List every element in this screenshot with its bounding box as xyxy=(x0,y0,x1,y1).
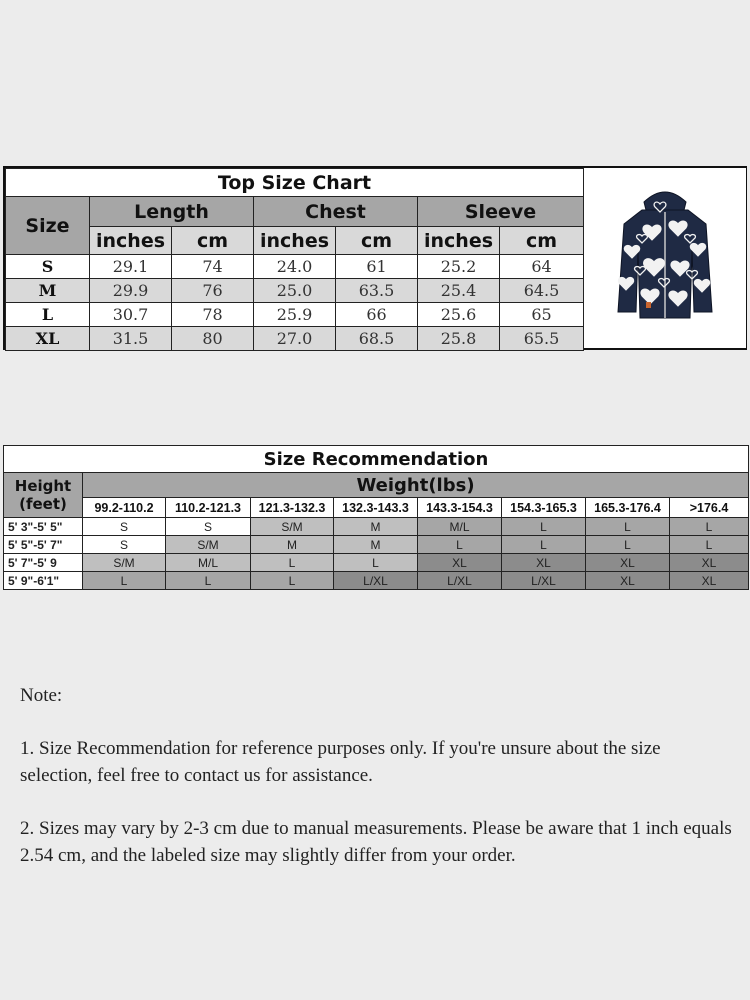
size-label: XL xyxy=(6,327,90,351)
table-cell: 25.6 xyxy=(418,303,500,327)
table-row xyxy=(4,518,749,536)
table-cell: 68.5 xyxy=(336,327,418,351)
table-cell: 65.5 xyxy=(500,327,584,351)
unit-header: cm xyxy=(500,227,584,255)
table-row xyxy=(6,327,584,351)
table-row xyxy=(4,572,749,590)
table-cell: 25.0 xyxy=(254,279,336,303)
table-cell: 31.5 xyxy=(90,327,172,351)
size-cell: L xyxy=(418,536,502,554)
table-cell: 25.4 xyxy=(418,279,500,303)
unit-header: inches xyxy=(90,227,172,255)
size-cell: L xyxy=(502,536,586,554)
table-cell: 74 xyxy=(172,255,254,279)
note-item: 1. Size Recommendation for reference purposes only. If you're unsure about the size selection, feel free to contact us for assistance. xyxy=(20,738,661,786)
weight-range: 154.3-165.3 xyxy=(502,498,586,518)
weight-range: 143.3-154.3 xyxy=(418,498,502,518)
size-cell: L xyxy=(502,518,586,536)
table-cell: 25.9 xyxy=(254,303,336,327)
size-cell: S xyxy=(83,536,166,554)
size-chart-title: Top Size Chart xyxy=(6,169,584,197)
size-cell: M/L xyxy=(418,518,502,536)
weight-range: 121.3-132.3 xyxy=(251,498,334,518)
table-cell: 66 xyxy=(336,303,418,327)
table-cell: 29.1 xyxy=(90,255,172,279)
note-item: 2. Sizes may vary by 2-3 cm due to manual measurements. Please be aware that 1 inch equals 2.54 cm, and the labeled size may slightly differ from your order. xyxy=(20,818,732,866)
height-label: 5' 7"-5' 9 xyxy=(4,554,83,572)
weight-range: 132.3-143.3 xyxy=(334,498,418,518)
weight-range: 165.3-176.4 xyxy=(586,498,670,518)
size-chart-table xyxy=(5,168,584,351)
size-cell: XL xyxy=(586,554,670,572)
table-cell: 78 xyxy=(172,303,254,327)
top-size-chart xyxy=(3,166,747,350)
height-label: 5' 3"-5' 5" xyxy=(4,518,83,536)
height-header-line: Height xyxy=(14,477,72,495)
size-cell: M xyxy=(334,518,418,536)
size-cell: L xyxy=(166,572,251,590)
table-cell: 64 xyxy=(500,255,584,279)
size-cell: L xyxy=(670,536,749,554)
table-row xyxy=(6,255,584,279)
size-cell: S/M xyxy=(251,518,334,536)
weight-range: >176.4 xyxy=(670,498,749,518)
product-image xyxy=(583,168,746,348)
note-title: Note: xyxy=(20,685,63,706)
table-cell: 76 xyxy=(172,279,254,303)
size-cell: L xyxy=(586,518,670,536)
weight-range: 99.2-110.2 xyxy=(83,498,166,518)
unit-header: cm xyxy=(172,227,254,255)
weight-header: Weight(lbs) xyxy=(83,473,749,498)
table-cell: 80 xyxy=(172,327,254,351)
size-cell: L/XL xyxy=(418,572,502,590)
size-cell: L/XL xyxy=(334,572,418,590)
size-label: S xyxy=(6,255,90,279)
table-cell: 25.2 xyxy=(418,255,500,279)
height-header xyxy=(4,473,83,518)
weight-range: 110.2-121.3 xyxy=(166,498,251,518)
size-cell: S xyxy=(166,518,251,536)
size-cell: XL xyxy=(670,554,749,572)
table-cell: 61 xyxy=(336,255,418,279)
size-cell: M/L xyxy=(166,554,251,572)
size-column-header: Size xyxy=(6,197,90,255)
size-label: M xyxy=(6,279,90,303)
unit-header: cm xyxy=(336,227,418,255)
recommendation-title: Size Recommendation xyxy=(4,446,749,473)
size-label: L xyxy=(6,303,90,327)
size-cell: M xyxy=(334,536,418,554)
chest-header: Chest xyxy=(254,197,418,227)
jacket-icon xyxy=(602,184,728,334)
table-cell: 65 xyxy=(500,303,584,327)
size-cell: L xyxy=(586,536,670,554)
table-row xyxy=(4,536,749,554)
size-cell: S/M xyxy=(83,554,166,572)
size-cell: XL xyxy=(502,554,586,572)
height-label: 5' 9"-6'1" xyxy=(4,572,83,590)
unit-header: inches xyxy=(418,227,500,255)
size-cell: XL xyxy=(418,554,502,572)
table-row xyxy=(6,303,584,327)
table-row xyxy=(6,279,584,303)
length-header: Length xyxy=(90,197,254,227)
height-label: 5' 5"-5' 7" xyxy=(4,536,83,554)
height-header-line: (feet) xyxy=(19,495,67,513)
size-cell: M xyxy=(251,536,334,554)
size-cell: S/M xyxy=(166,536,251,554)
size-cell: XL xyxy=(670,572,749,590)
table-cell: 63.5 xyxy=(336,279,418,303)
size-cell: L xyxy=(670,518,749,536)
size-cell: L xyxy=(334,554,418,572)
size-cell: L xyxy=(251,572,334,590)
size-cell: L/XL xyxy=(502,572,586,590)
size-cell: S xyxy=(83,518,166,536)
table-cell: 25.8 xyxy=(418,327,500,351)
table-row xyxy=(4,554,749,572)
size-cell: L xyxy=(251,554,334,572)
unit-header: inches xyxy=(254,227,336,255)
size-recommendation-table xyxy=(3,445,749,590)
sleeve-header: Sleeve xyxy=(418,197,584,227)
size-cell: XL xyxy=(586,572,670,590)
table-cell: 24.0 xyxy=(254,255,336,279)
table-cell: 64.5 xyxy=(500,279,584,303)
table-cell: 29.9 xyxy=(90,279,172,303)
table-cell: 27.0 xyxy=(254,327,336,351)
table-cell: 30.7 xyxy=(90,303,172,327)
size-cell: L xyxy=(83,572,166,590)
